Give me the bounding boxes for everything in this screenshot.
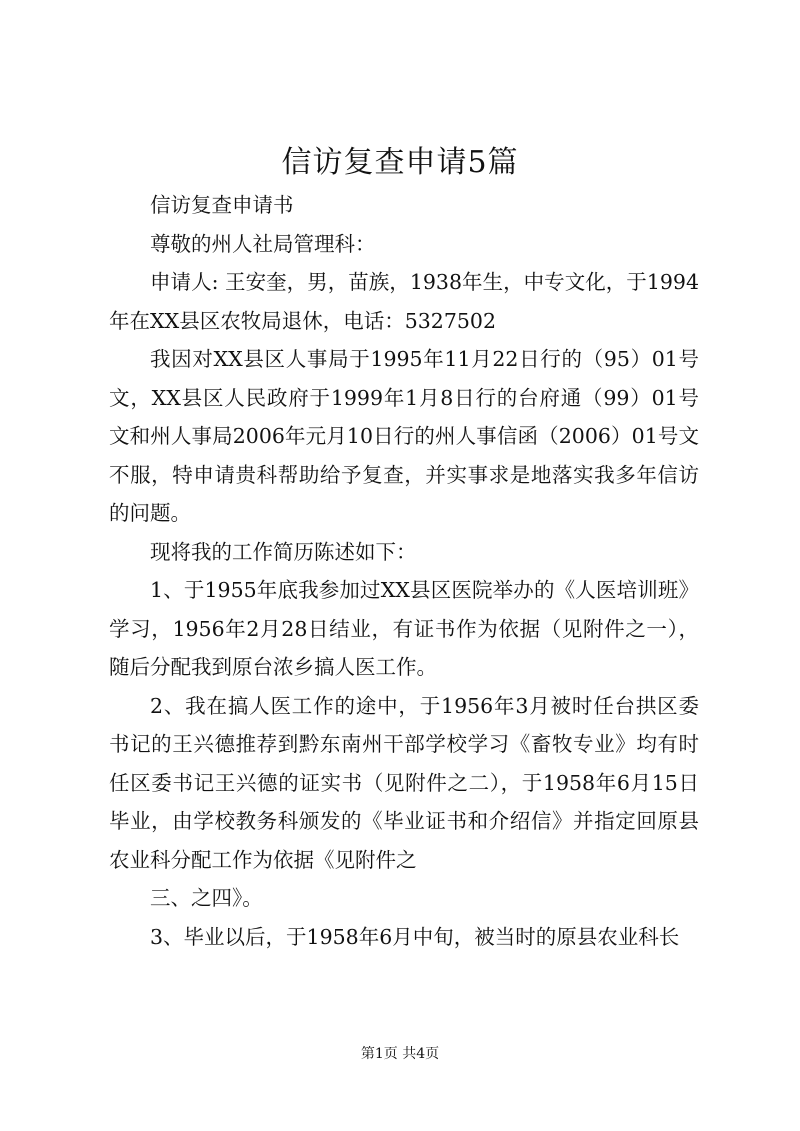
document-title: 信访复查申请5篇: [281, 145, 519, 180]
paragraph-salutation: 尊敬的州人社局管理科：: [150, 231, 376, 256]
paragraph-item-3: 3、毕业以后，于1958年6月中旬，被当时的原县农业科长: [150, 924, 680, 949]
paragraph-applicant: 申请人: 王安奎，男，苗族，1938年生，中专文化，于1994年在XX县区农牧局退休，电话：5327502: [109, 270, 699, 333]
paragraph-item-2-cont: 三、之四》。: [150, 886, 263, 910]
page-footer: 第1页 共4页: [360, 1046, 440, 1062]
paragraph-item-1: 1、于1955年底我参加过XX县区医院举办的《人医培训班》学习，1956年2月28日结业，有证书作为依据（见附件之一），随后分配我到原台浓乡搞人医工作。: [109, 578, 699, 679]
paragraph-request: 我因对XX县区人事局于1995年11月22日行的（95）01号文，XX县区人民政府于1999年1月8日行的台府通（99）01号文和州人事局2006年元月10日行的州人事信函（2006）01号文不服，特申请贵科帮助给予复查，并实事求是地落实我多年信访的问题。: [109, 347, 699, 525]
paragraph-intro: 现将我的工作简历陈述如下：: [150, 539, 417, 564]
document-body: [109, 186, 699, 956]
paragraph-heading: 信访复查申请书: [150, 193, 294, 217]
paragraph-item-2: 2、我在搞人医工作的途中，于1956年3月被时任台拱区委书记的王兴德推荐到黔东南州干部学校学习《畜牧专业》均有时任区委书记王兴德的证实书（见附件之二），于1958年6月15日毕业，由学校教务科颁发的《毕业证书和介绍信》并指定回原县农业科分配工作为依据《见附件之: [109, 693, 699, 872]
